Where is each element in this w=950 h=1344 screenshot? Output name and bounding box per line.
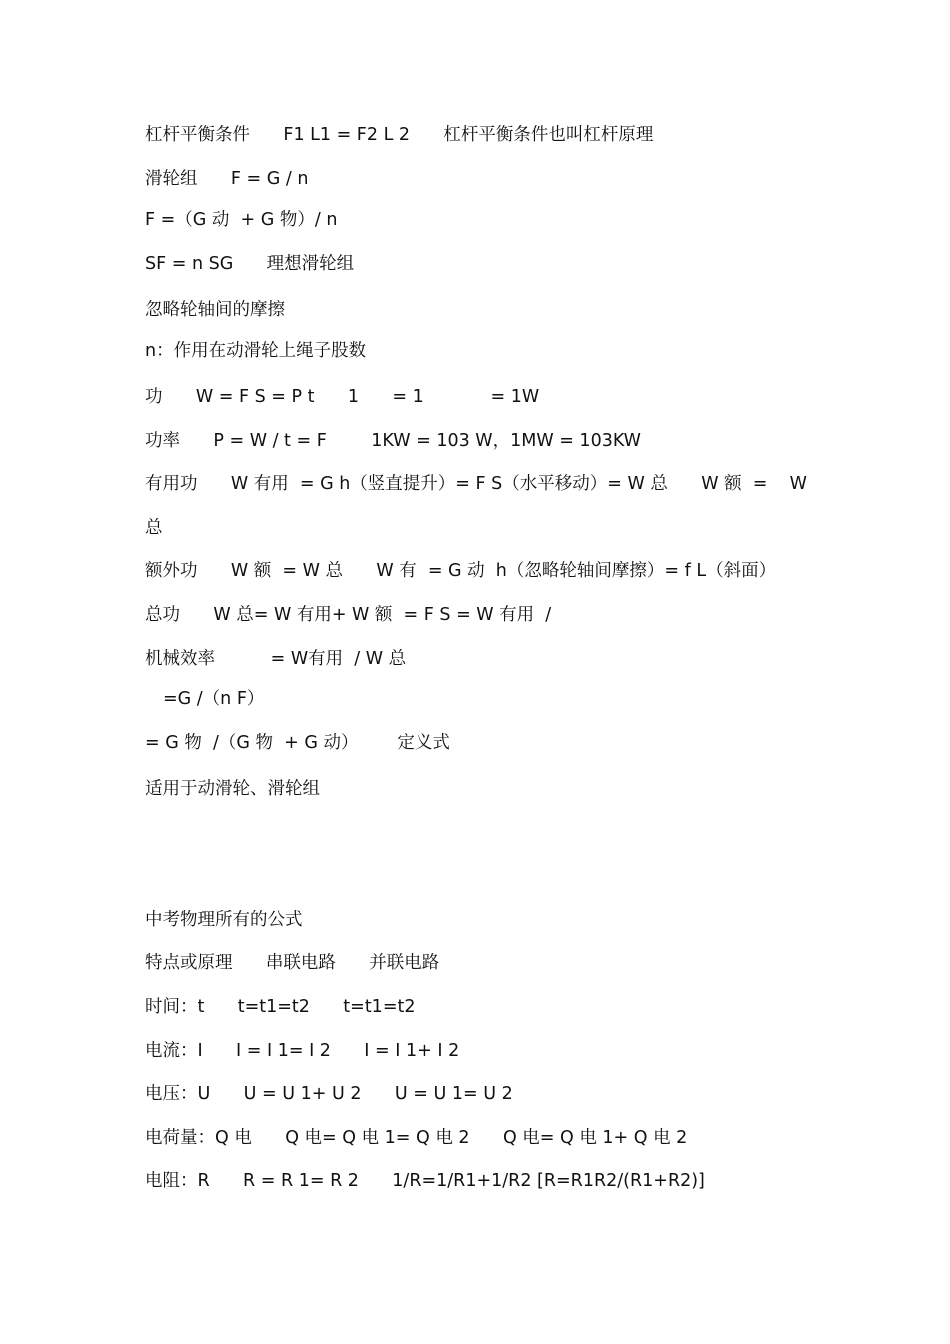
text-line-work: 功 W = F S = P t 1 = 1 = 1W <box>145 387 540 407</box>
text-line-efficiency-definition: = G 物 /（G 物 + G 动） 定义式 <box>145 733 450 753</box>
text-line-current: 电流：I I = I 1= I 2 I = I 1+ I 2 <box>145 1041 460 1061</box>
text-line-ideal-pulley: SF = n SG 理想滑轮组 <box>145 254 355 274</box>
text-line-time: 时间：t t=t1=t2 t=t1=t2 <box>145 997 416 1017</box>
section-heading-formulas: 中考物理所有的公式 <box>145 910 303 930</box>
text-line-power: 功率 P = W / t = F 1KW = 103 W，1MW = 103KW <box>145 431 641 451</box>
text-line-voltage: 电压：U U = U 1+ U 2 U = U 1= U 2 <box>145 1084 513 1104</box>
text-line-charge: 电荷量：Q 电 Q 电= Q 电 1= Q 电 2 Q 电= Q 电 1+ Q 电 2 <box>145 1128 688 1148</box>
text-line-ignore-friction: 忽略轮轴间的摩擦 <box>145 300 285 320</box>
table-header-circuits: 特点或原理 串联电路 并联电路 <box>145 953 440 973</box>
text-line-resistance: 电阻：R R = R 1= R 2 1/R=1/R1+1/R2 [R=R1R2/(R1+R2)] <box>145 1171 705 1191</box>
text-line-pulley-force: F =（G 动 + G 物）/ n <box>145 210 338 230</box>
text-line-applicability: 适用于动滑轮、滑轮组 <box>145 779 320 799</box>
text-line-pulley-block: 滑轮组 F = G / n <box>145 169 309 189</box>
text-line-useful-work-cont: 总 <box>145 518 163 538</box>
text-line-efficiency: 机械效率 = W有用 / W 总 <box>145 649 407 669</box>
text-line-extra-work: 额外功 W 额 = W 总 W 有 = G 动 h（忽略轮轴间摩擦）= f L（斜面） <box>145 561 777 581</box>
text-line-lever-balance: 杠杆平衡条件 F1 L1 = F2 L 2 杠杆平衡条件也叫杠杆原理 <box>145 125 654 145</box>
text-line-rope-count: n：作用在动滑轮上绳子股数 <box>145 341 367 361</box>
text-line-total-work: 总功 W 总= W 有用+ W 额 = F S = W 有用 / <box>145 605 552 625</box>
text-line-useful-work: 有用功 W 有用 = G h（竖直提升）= F S（水平移动）= W 总 W 额 = W <box>145 474 807 494</box>
text-line-efficiency-alt: =G /（n F） <box>163 689 265 709</box>
